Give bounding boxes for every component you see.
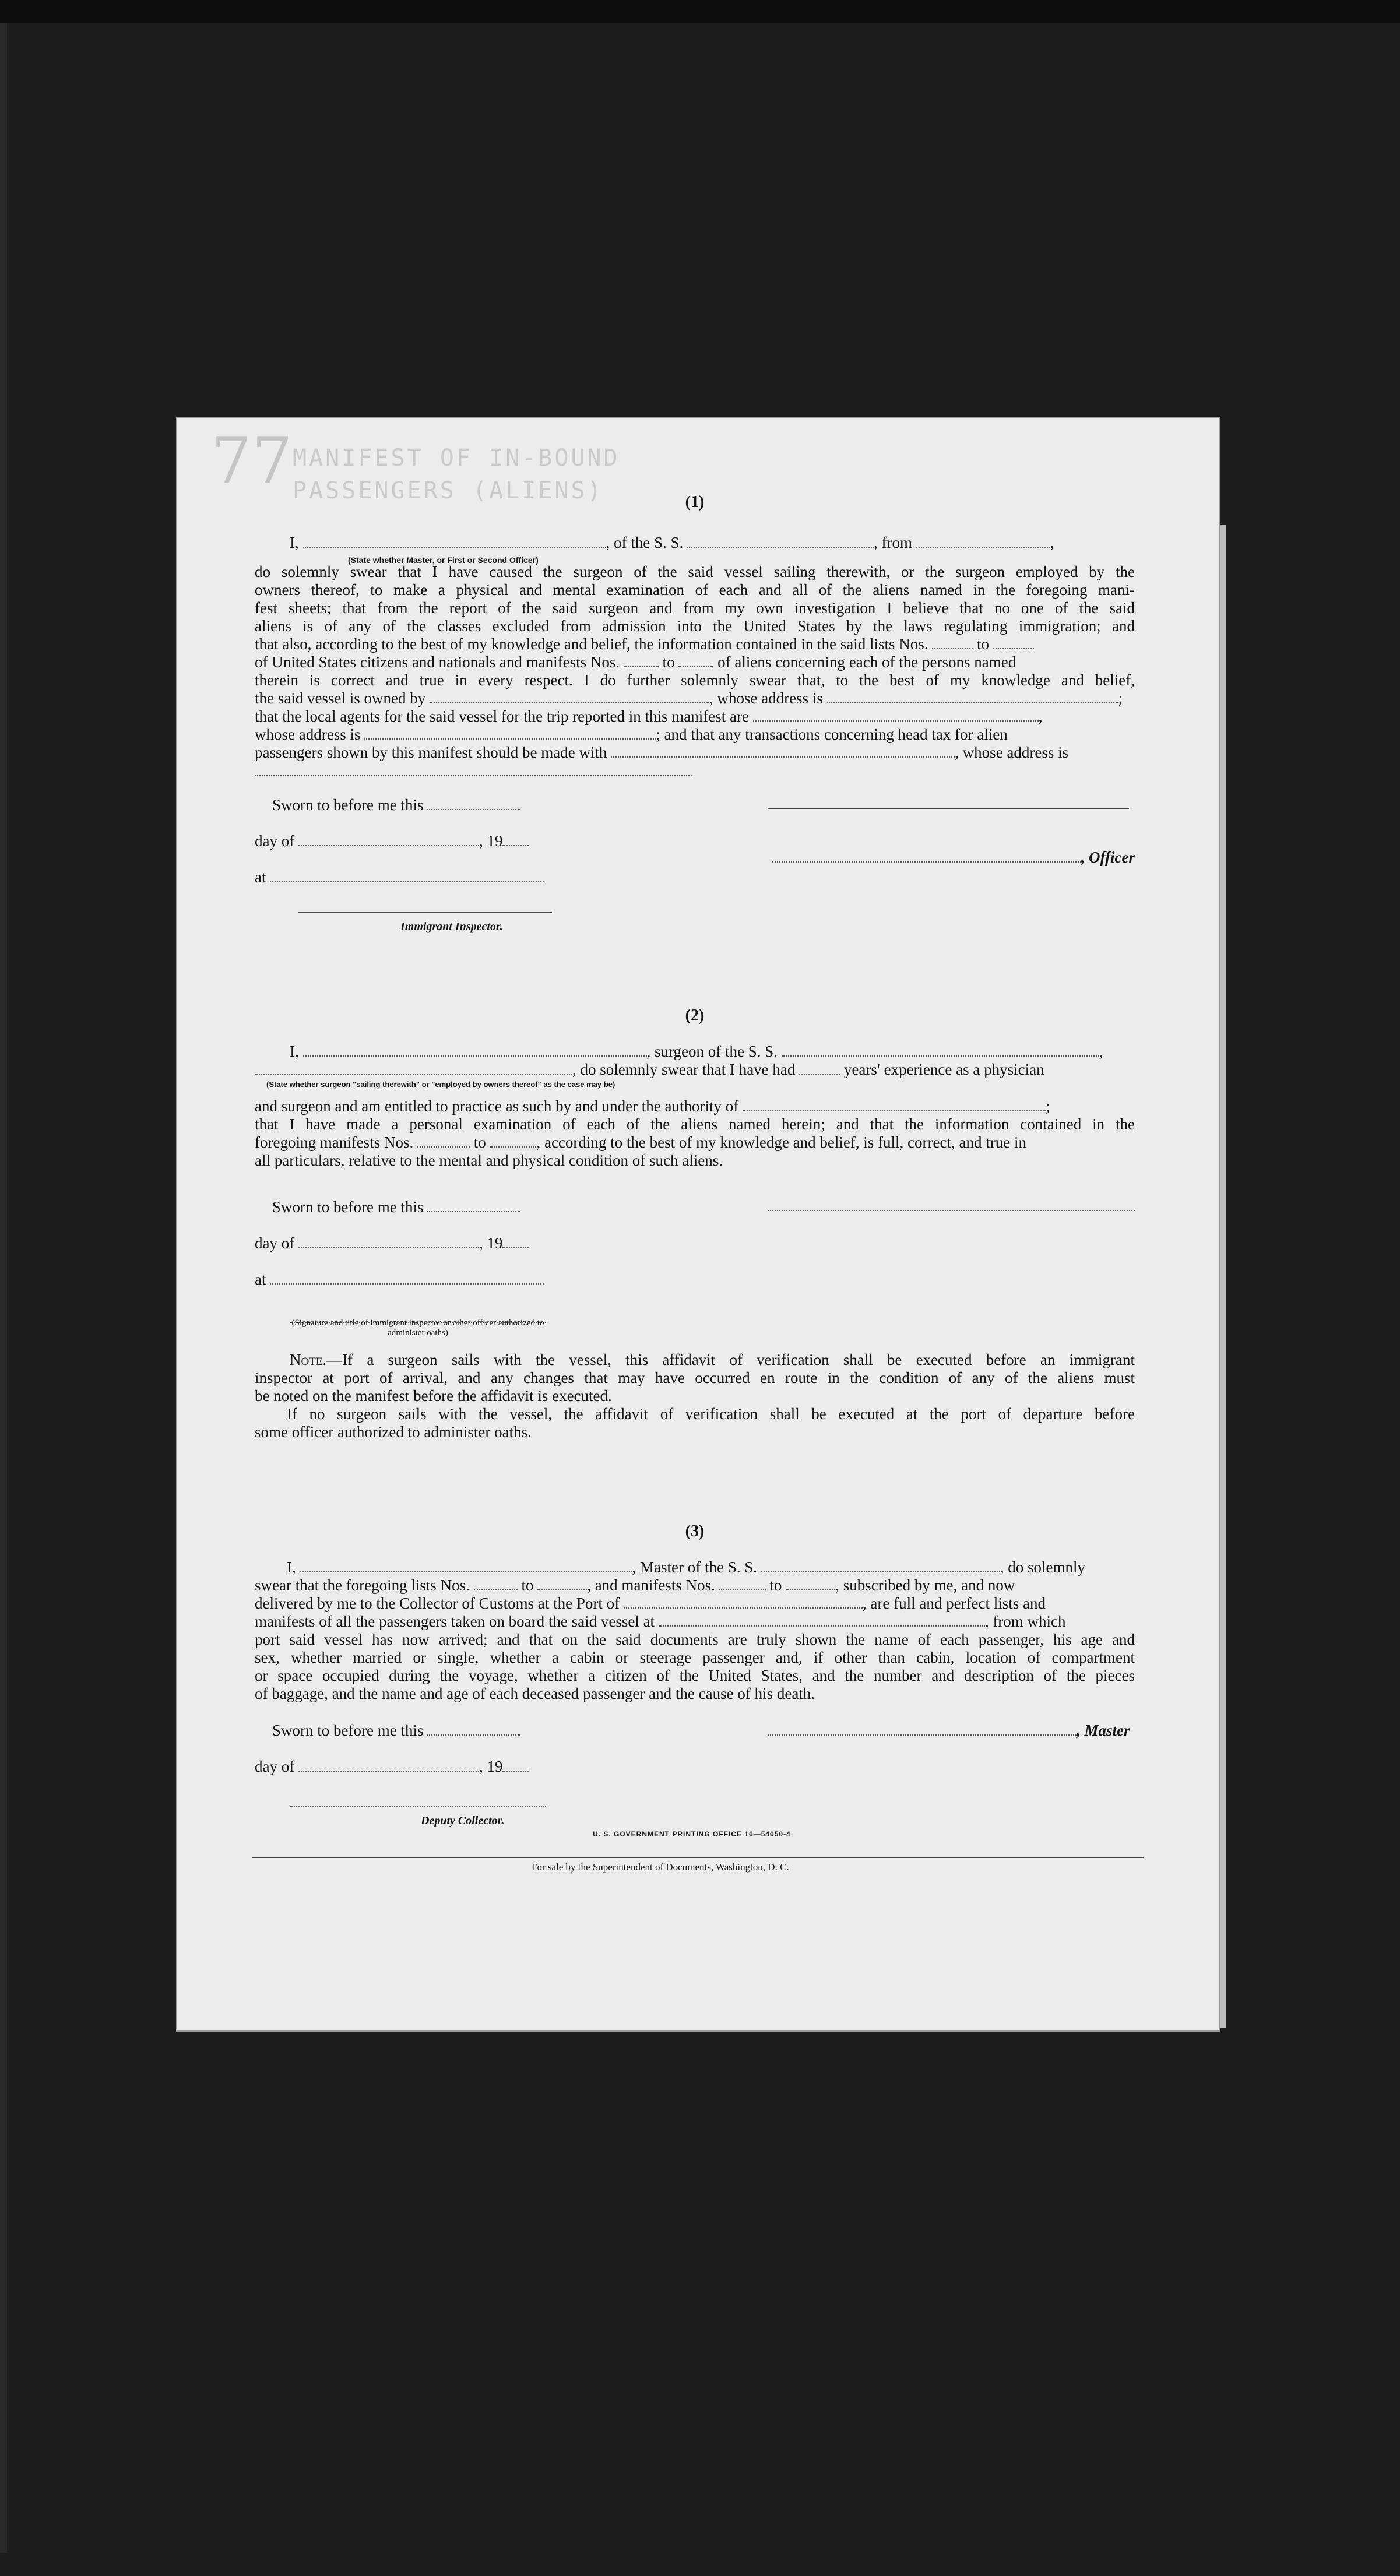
manifest-affidavit-page (176, 417, 1220, 2032)
day-blank[interactable] (298, 833, 479, 846)
bleed-through-stamp: MANIFEST OF IN-BOUND PASSENGERS (ALIENS) (293, 445, 620, 504)
page-edge-shadow (1220, 525, 1226, 2028)
head-tax-party-blank[interactable] (611, 745, 955, 758)
port-blank[interactable] (624, 1596, 863, 1609)
inspector-signature-line[interactable] (298, 900, 552, 913)
section-2 (255, 1007, 1135, 1025)
section-2-signature: (Signature and title of immigrant inspector or other officer authorized to administer oaths) (255, 1310, 1135, 1316)
section-number: (1) (685, 493, 705, 511)
collector-signature-line[interactable] (290, 1794, 546, 1807)
section-2-jurat: Sworn to before me this (255, 1198, 1135, 1216)
manifest-no-from-blank[interactable] (624, 654, 659, 667)
section-1-opening-line: I, , of the S. S. , from , (State whether Master, or First or Second Officer) (255, 534, 1135, 552)
printing-office-imprint: U. S. GOVERNMENT PRINTING OFFICE 16—54650-4 (593, 1830, 791, 1838)
section-3 (255, 1522, 1135, 1540)
owner-address-blank[interactable] (827, 691, 1118, 703)
year-blank[interactable] (502, 1236, 529, 1248)
day-blank[interactable] (298, 1759, 479, 1772)
section-2-day-line: day of , 19 (255, 1234, 1135, 1252)
footer-rule (252, 1857, 1144, 1858)
scanner-frame-left (0, 23, 7, 2553)
list-no-to-blank[interactable] (993, 636, 1034, 649)
years-experience-blank[interactable] (799, 1062, 840, 1075)
surgeon-ship-blank[interactable] (782, 1044, 1099, 1057)
section-2-note: Note.—If a surgeon sails with the vessel, this affidavit of verification shall be executed before an immigrant inspector at port of arrival, and any changes that may have occurred en route in the condition of any of the aliens must be noted on the manifest before the affidavit is executed. If no surgeon sails with the vessel, the affidavit of verification shall be executed at the port of departure before some officer authorized to administer oaths. (255, 1351, 1135, 1441)
section-2-at-line: at (255, 1271, 1135, 1289)
place-blank[interactable] (270, 870, 544, 882)
sworn-date-blank[interactable] (427, 1199, 520, 1212)
surgeon-name-blank[interactable] (303, 1044, 647, 1057)
departure-port-blank[interactable] (916, 535, 1050, 548)
section-1-body: do solemnly swear that I have caused the surgeon of the said vessel sailing therewith, or the surgeon employed by the owners thereof, to make a physical and mental examination of each and all of the aliens named in the foregoing mani- fest sheets; that from the report of the said surgeon and from my own investigation I believe that no one of the said aliens is of any of the classes excluded from admission into the United States by the laws regulating immigration; and that also, according to the best of my knowledge and belief, the information contained in the said lists Nos. to of United States citizens and nationals and manifests Nos. to of aliens concerning each of the persons named therein is correct and true in every respect. I do further solemnly swear that, to the best of my knowledge and belief, the said vessel is owned by , whose address is ; that the local agents for the said vessel for the trip reported in this manifest are , whose address is ; and that any transactions concerning head tax for alien passengers shown by this manifest should be made with , whose address is (255, 563, 1135, 780)
section-1 (255, 493, 1135, 511)
section-1-jurat: Sworn to before me this (255, 796, 1135, 814)
embark-port-blank[interactable] (659, 1614, 985, 1627)
agents-address-blank[interactable] (364, 727, 656, 740)
section-3-jurat: Sworn to before me this , Master (272, 1722, 1130, 1739)
scanner-frame-top (0, 0, 1400, 23)
manifest-to-blank[interactable] (490, 1135, 536, 1148)
manifests-to-blank[interactable] (786, 1578, 835, 1590)
master-ship-blank[interactable] (761, 1560, 1000, 1572)
lists-to-blank[interactable] (537, 1578, 587, 1590)
section-3-body: I, , Master of the S. S. , do solemnly swear that the foregoing lists Nos. to , and manifests Nos. to , subscribed by me, and now delivered by me to the Collector of Customs at the Port of , are full and perfect lists and manifests of all the passengers taken on board the said vessel at , from which port said vessel has now arrived; and that on the said documents are truly shown the name of each passenger, his age and sex, whether married or single, whether a cabin or steerage passenger and, if other than cabin, location of compartment or space occupied during the voyage, whether a citizen of the United States, and the number and description of the pieces of baggage, and the name and age of each deceased passenger and the cause of his death. (255, 1558, 1135, 1702)
section-1-inspector: Immigrant Inspector. (255, 900, 1135, 936)
lists-from-blank[interactable] (474, 1578, 518, 1590)
sworn-date-blank[interactable] (427, 797, 520, 810)
place-blank[interactable] (270, 1272, 544, 1285)
surgeon-signature-line[interactable] (768, 1198, 1135, 1211)
head-tax-address-blank[interactable] (255, 763, 692, 776)
section-1-officer-line: , Officer (255, 849, 1135, 867)
officer-title-blank[interactable] (303, 535, 606, 548)
section-3-day-line: day of , 19 (255, 1758, 1135, 1776)
master-name-blank[interactable] (300, 1560, 632, 1572)
bleed-through-mark: 77 (211, 423, 293, 498)
sworn-date-blank[interactable] (427, 1723, 520, 1736)
section-1-at-line: at (255, 868, 1135, 886)
section-2-body: and surgeon and am entitled to practice as such by and under the authority of ; that I have made a personal examination of each of the aliens named herein; and that the information contained in the foregoing manifests Nos. to , according to the best of my knowledge and belief, is full, correct, and true in all particulars, relative to the mental and physical condition of such aliens. (255, 1097, 1135, 1169)
vessel-owner-blank[interactable] (430, 691, 709, 703)
surgeon-status-blank[interactable] (255, 1062, 572, 1075)
section-number: (3) (685, 1522, 705, 1540)
day-blank[interactable] (298, 1236, 479, 1248)
surgeon-status-hint: (State whether surgeon "sailing therewith" or "employed by owners thereof" as the case may be) (266, 1080, 615, 1089)
section-3-collector: Deputy Collector. (255, 1794, 1135, 1830)
section-1-day-line: day of , 19 (255, 832, 1135, 850)
section-number: (2) (685, 1007, 705, 1025)
officer-title-hint: (State whether Master, or First or Second Officer) (348, 555, 539, 565)
officer-signature-line[interactable] (768, 796, 1129, 809)
year-blank[interactable] (502, 1759, 529, 1772)
manifest-no-to-blank[interactable] (678, 654, 713, 667)
local-agents-blank[interactable] (753, 709, 1039, 722)
year-blank[interactable] (502, 833, 529, 846)
officer-name-blank[interactable] (772, 850, 1081, 863)
list-no-from-blank[interactable] (932, 636, 973, 649)
manifests-from-blank[interactable] (719, 1578, 766, 1590)
ship-name-blank[interactable] (687, 535, 874, 548)
manifest-from-blank[interactable] (417, 1135, 470, 1148)
authority-blank[interactable] (743, 1099, 1046, 1111)
master-signature-line[interactable] (768, 1723, 1077, 1736)
sale-notice: For sale by the Superintendent of Documents, Washington, D. C. (532, 1861, 789, 1873)
section-2-opening: I, , surgeon of the S. S. , , do solemnly swear that I have had years' experience as a physician (State whether surgeon "sailing therewith" or "employed by owners thereof" as the case may be) (255, 1043, 1135, 1079)
